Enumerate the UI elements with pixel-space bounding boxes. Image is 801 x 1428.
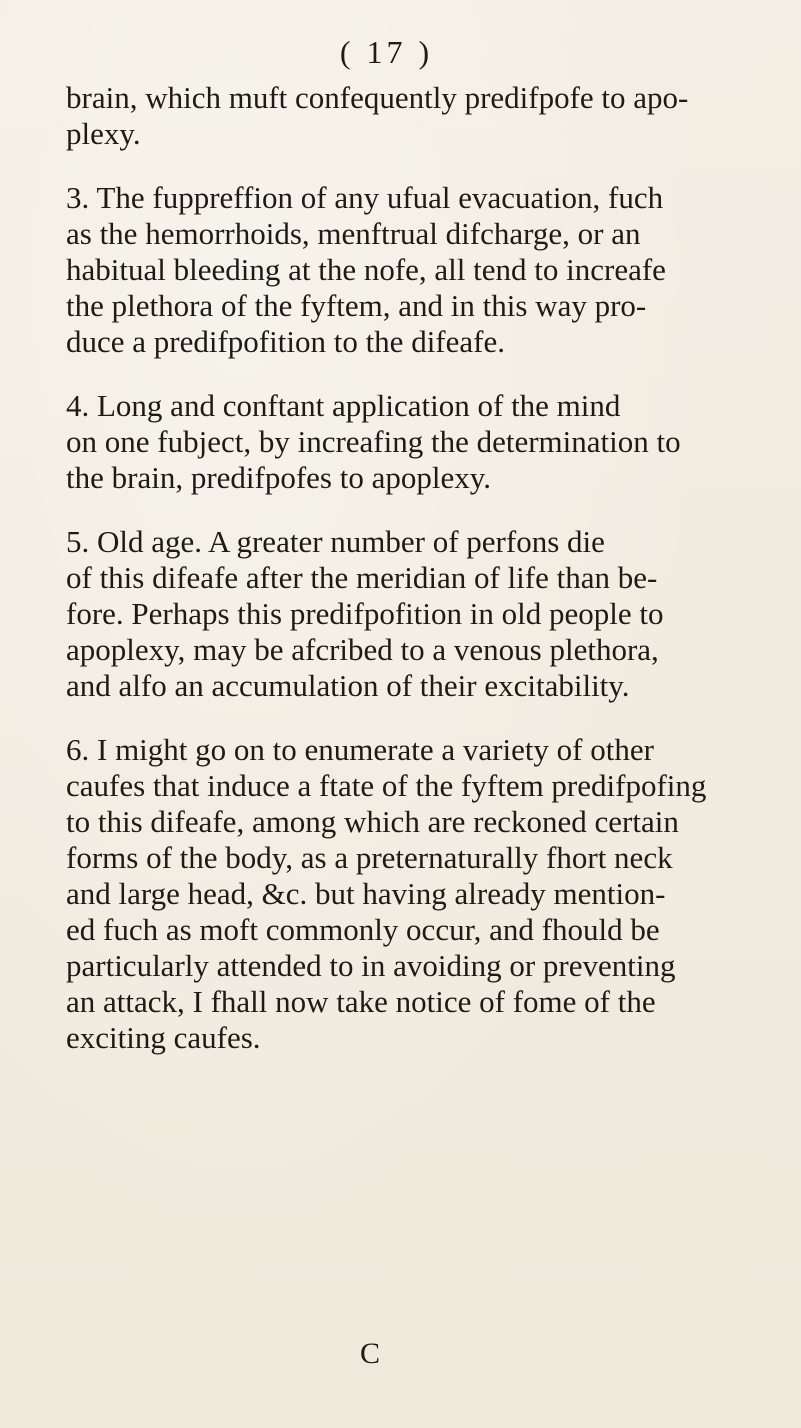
page-number: ( 17 ) [339, 34, 434, 70]
signature-mark: C [360, 1337, 381, 1370]
text-line: caufes that induce a ftate of the fyftem predifpofing [66, 768, 707, 803]
text-line: apoplexy, may be afcribed to a venous plethora, [66, 632, 659, 667]
text-line: 4. Long and conftant application of the mind [66, 388, 621, 423]
text-line: ed fuch as moft commonly occur, and fhould be [66, 912, 660, 947]
text-line: 3. The fuppreffion of any ufual evacuation, fuch [66, 180, 664, 215]
text-line: fore. Perhaps this predifpofition in old people to [66, 596, 664, 631]
text-line: the brain, predifpofes to apoplexy. [66, 460, 491, 495]
text-line: 5. Old age. A greater number of perfons die [66, 524, 605, 559]
text-line: to this difeafe, among which are reckoned certain [66, 804, 679, 839]
text-line: exciting caufes. [66, 1020, 261, 1055]
text-line: on one fubject, by increafing the determination to [66, 424, 681, 459]
text-line: habitual bleeding at the nofe, all tend to increafe [66, 252, 666, 287]
paragraph-continuation [66, 80, 756, 152]
paragraph-4 [66, 388, 756, 496]
text-line: of this difeafe after the meridian of life than be- [66, 560, 658, 595]
text-line: duce a predifpofition to the difeafe. [66, 324, 505, 359]
text-line: and large head, &c. but having already mention- [66, 876, 666, 911]
body-text [66, 80, 756, 1056]
paragraph-6 [66, 732, 756, 1056]
text-line: particularly attended to in avoiding or preventing [66, 948, 676, 983]
text-line: an attack, I fhall now take notice of fome of the [66, 984, 656, 1019]
text-line: and alfo an accumulation of their excitability. [66, 668, 630, 703]
text-line: the plethora of the fyftem, and in this way pro- [66, 288, 647, 323]
text-line: plexy. [66, 116, 141, 151]
paragraph-3 [66, 180, 756, 360]
text-line: 6. I might go on to enumerate a variety of other [66, 732, 654, 767]
paragraph-5 [66, 524, 756, 704]
text-line: as the hemorrhoids, menftrual difcharge, or an [66, 216, 641, 251]
text-line: forms of the body, as a preternaturally fhort neck [66, 840, 673, 875]
text-line: brain, which muft confequently predifpofe to apo- [66, 80, 689, 115]
